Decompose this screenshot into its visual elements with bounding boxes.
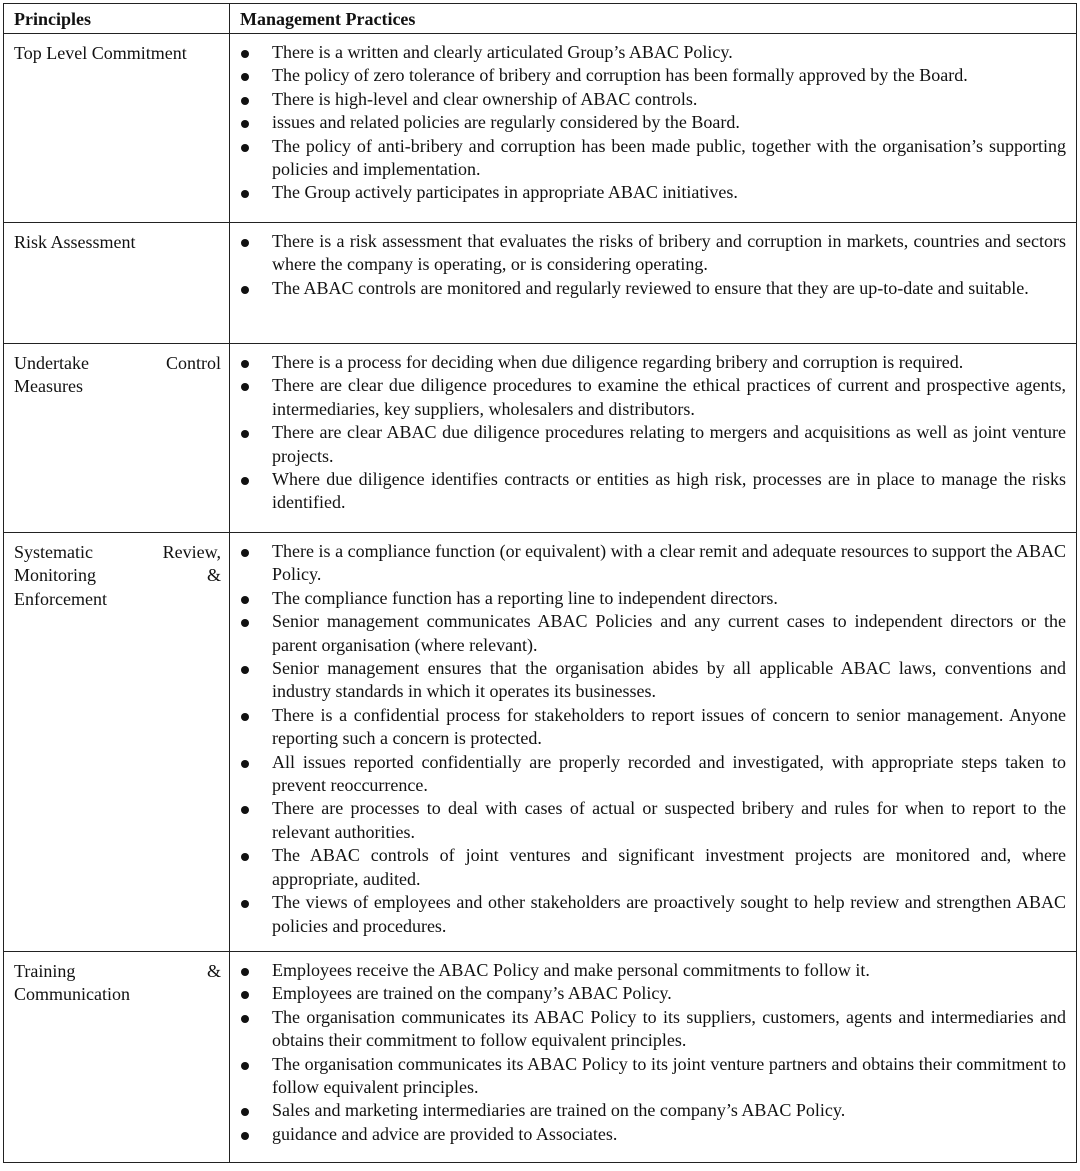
principles-column-header: Principles	[4, 4, 230, 34]
bullet-icon	[241, 73, 249, 81]
practice-list-item	[234, 587, 1066, 610]
bullet-icon	[241, 383, 249, 391]
practice-text: There is a process for deciding when due diligence regarding bribery and corruption is required.	[272, 352, 964, 372]
bullet-icon	[241, 120, 249, 128]
practice-list-item	[234, 959, 1066, 982]
practice-list	[234, 41, 1066, 205]
practice-text: The ABAC controls are monitored and regularly reviewed to ensure that they are up-to-date and suitable.	[272, 277, 1029, 298]
practice-list-item	[234, 610, 1066, 657]
practice-text: The policy of anti-bribery and corruption has been made public, together with the organisation’s supporting policies and implementation.	[272, 135, 1066, 180]
bullet-icon	[241, 619, 249, 627]
table-row	[4, 952, 1077, 1163]
practice-text: There are clear due diligence procedures to examine the ethical practices of current and prospective agents, intermediaries, key suppliers, wholesalers and distributors.	[272, 375, 1066, 419]
bullet-icon	[241, 596, 249, 604]
principle-label-line: Top Level Commitment	[14, 43, 187, 63]
bullet-icon	[241, 900, 249, 908]
practice-list-item	[234, 704, 1066, 751]
bullet-icon	[241, 190, 249, 198]
practice-cell	[230, 952, 1077, 1163]
bullet-icon	[241, 144, 249, 152]
bullet-icon	[241, 477, 249, 485]
practice-cell	[230, 533, 1077, 952]
practice-text: issues and related policies are regularly considered by the Board.	[272, 112, 740, 133]
principle-label-line: Enforcement	[14, 588, 107, 609]
practice-list-item	[234, 468, 1066, 515]
practice-list	[234, 230, 1066, 300]
principle-label-line: Risk Assessment	[14, 232, 136, 252]
principle-cell	[4, 533, 230, 952]
practice-list-item	[234, 1006, 1066, 1053]
practice-list-item	[234, 41, 1066, 64]
practice-list-item	[234, 657, 1066, 704]
practice-text: There are processes to deal with cases of actual or suspected bribery and rules for when to report to the relevant authorities.	[272, 798, 1066, 842]
practice-list-item	[234, 540, 1066, 587]
bullet-icon	[241, 1062, 249, 1070]
bullet-icon	[241, 430, 249, 438]
practice-text: Senior management communicates ABAC Policies and any current cases to independent directors or the parent organisation (where relevant).	[272, 611, 1066, 655]
bullet-icon	[241, 549, 249, 557]
principle-cell	[4, 952, 230, 1163]
practice-text: There is a risk assessment that evaluates the risks of bribery and corruption in markets, countries and sectors where the company is operating, or is considering operating.	[272, 231, 1066, 275]
bullet-icon	[241, 713, 249, 721]
practice-text: There is a compliance function (or equivalent) with a clear remit and adequate resources to support the ABAC Policy.	[272, 541, 1066, 585]
practice-text: The compliance function has a reporting line to independent directors.	[272, 587, 778, 608]
practice-text: guidance and advice are provided to Associates.	[272, 1123, 618, 1144]
practice-list-item	[234, 751, 1066, 798]
practice-text: There is high-level and clear ownership of ABAC controls.	[272, 88, 698, 109]
table-row	[4, 344, 1077, 533]
principle-label-line: Measures	[14, 376, 83, 397]
practice-text: Employees are trained on the company’s ABAC Policy.	[272, 983, 672, 1004]
bullet-icon	[241, 991, 249, 999]
practice-text: The organisation communicates its ABAC Policy to its joint venture partners and obtains their commitment to follow equivalent principles.	[272, 1053, 1066, 1098]
practice-list-item	[234, 421, 1066, 468]
practice-list-item	[234, 844, 1066, 891]
bullet-icon	[241, 50, 249, 58]
bullet-icon	[241, 760, 249, 768]
practice-text: There is a confidential process for stakeholders to report issues of concern to senior management. Anyone reporting such a concern is protected.	[272, 704, 1066, 749]
bullet-icon	[241, 666, 249, 674]
practice-list-item	[234, 891, 1066, 938]
table-header-row	[4, 4, 1077, 34]
principle-label-line: Training &	[14, 961, 221, 981]
practice-text: Where due diligence identifies contracts or entities as high risk, processes are in place to manage the risks identified.	[272, 469, 1066, 513]
principle-label-line: Monitoring &	[14, 565, 221, 586]
bullet-icon	[241, 968, 249, 976]
bullet-icon	[241, 360, 249, 368]
bullet-icon	[241, 97, 249, 105]
practice-list-item	[234, 230, 1066, 277]
practice-list-item	[234, 1053, 1066, 1100]
practice-text: The organisation communicates its ABAC Policy to its suppliers, customers, agents and intermediaries and obtains their commitment to follow equivalent principles.	[272, 1006, 1066, 1051]
bullet-icon	[241, 239, 249, 247]
principle-cell	[4, 34, 230, 223]
practice-list	[234, 959, 1066, 1146]
practice-cell	[230, 223, 1077, 344]
practice-list-item	[234, 111, 1066, 134]
practices-column-header: Management Practices	[230, 4, 1077, 34]
practice-list-item	[234, 88, 1066, 111]
practice-text: Employees receive the ABAC Policy and make personal commitments to follow it.	[272, 960, 870, 980]
practice-list-item	[234, 351, 1066, 374]
practice-text: The views of employees and other stakeholders are proactively sought to help review and strengthen ABAC policies and procedures.	[272, 892, 1066, 936]
practice-list-item	[234, 135, 1066, 182]
practice-list-item	[234, 1123, 1066, 1146]
table-row	[4, 533, 1077, 952]
practice-list-item	[234, 277, 1066, 300]
practice-text: The Group actively participates in appropriate ABAC initiatives.	[272, 182, 738, 203]
bullet-icon	[241, 1015, 249, 1023]
bullet-icon	[241, 1132, 249, 1140]
practice-list-item	[234, 982, 1066, 1005]
bullet-icon	[241, 1108, 249, 1116]
practice-text: There is a written and clearly articulated Group’s ABAC Policy.	[272, 42, 733, 62]
practice-cell	[230, 344, 1077, 533]
practice-text: All issues reported confidentially are properly recorded and investigated, with appropriate steps taken to prevent reoccurrence.	[272, 751, 1066, 796]
principle-cell	[4, 223, 230, 344]
practice-text: The ABAC controls of joint ventures and significant investment projects are monitored and, where appropriate, audited.	[272, 845, 1066, 889]
practice-list-item	[234, 181, 1066, 204]
principles-practices-table	[3, 3, 1077, 1163]
principle-cell	[4, 344, 230, 533]
practice-text: Senior management ensures that the organisation abides by all applicable ABAC laws, conventions and industry standards in which it operates its businesses.	[272, 658, 1066, 702]
practice-text: Sales and marketing intermediaries are trained on the company’s ABAC Policy.	[272, 1100, 846, 1121]
principle-label-line: Systematic Review,	[14, 542, 221, 562]
bullet-icon	[241, 286, 249, 294]
practice-text: The policy of zero tolerance of bribery and corruption has been formally approved by the Board.	[272, 65, 968, 86]
practice-list-item	[234, 374, 1066, 421]
bullet-icon	[241, 853, 249, 861]
principle-label-line: Communication	[14, 984, 130, 1005]
table-row	[4, 223, 1077, 344]
practice-text: There are clear ABAC due diligence procedures relating to mergers and acquisitions as well as joint venture projects.	[272, 422, 1066, 466]
practice-list-item	[234, 797, 1066, 844]
bullet-icon	[241, 806, 249, 814]
practice-list	[234, 540, 1066, 938]
table-row	[4, 34, 1077, 223]
practice-list-item	[234, 1099, 1066, 1122]
practice-list	[234, 351, 1066, 515]
practice-cell	[230, 34, 1077, 223]
table-body	[4, 34, 1077, 1163]
practice-list-item	[234, 64, 1066, 87]
principle-label-line: Undertake Control	[14, 353, 221, 373]
